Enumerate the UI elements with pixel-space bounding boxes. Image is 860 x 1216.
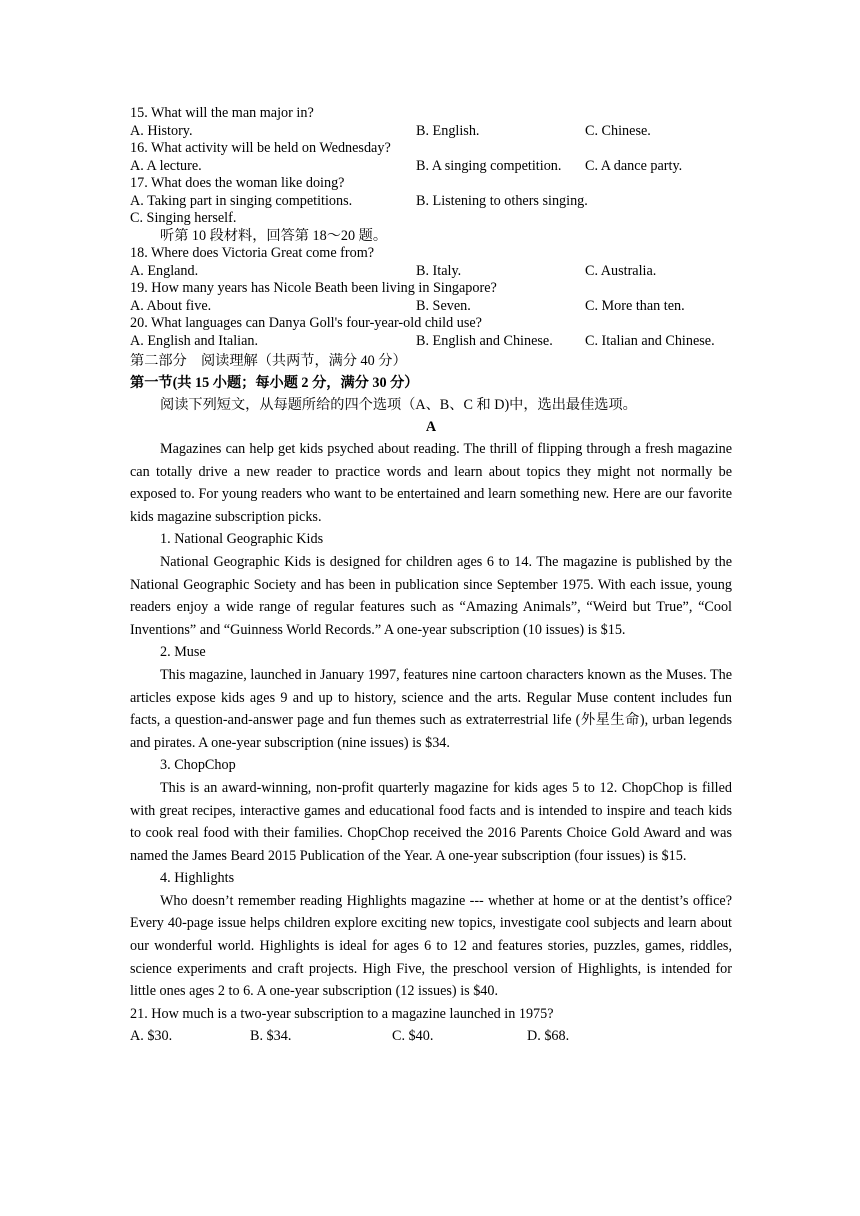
magazine-heading: 1. National Geographic Kids: [160, 531, 324, 548]
question-17: [130, 175, 732, 228]
listening-instruction: 听第 10 段材料，回答第 18～20 题。: [160, 227, 388, 244]
option-b: B. A singing competition.: [416, 157, 562, 174]
passage-label: A: [425, 419, 437, 435]
option-c: C. Italian and Chinese.: [585, 332, 715, 349]
option-a: A. English and Italian.: [130, 332, 259, 349]
option-a: A. Taking part in singing competitions.: [130, 192, 353, 209]
magazine-item: [130, 528, 732, 641]
option-b: B. English and Chinese.: [416, 332, 553, 349]
option-b: B. Listening to others singing.: [416, 192, 588, 209]
question-16: [130, 140, 732, 175]
magazine-heading: 3. ChopChop: [160, 757, 236, 774]
question-15: [130, 105, 732, 140]
options-row: [130, 263, 732, 281]
question-text: 20. What languages can Danya Goll's four-year-old child use?: [130, 315, 482, 331]
option-c: C. $40.: [392, 1027, 434, 1044]
question-21: [130, 1003, 732, 1047]
magazine-item: [130, 867, 732, 1003]
options-row: [130, 158, 732, 176]
option-a: A. History.: [130, 122, 193, 139]
question-19: [130, 280, 732, 315]
magazine-heading: 4. Highlights: [160, 870, 235, 887]
option-c: C. More than ten.: [585, 297, 685, 314]
option-a: A. $30.: [130, 1027, 173, 1044]
magazine-item: [130, 641, 732, 754]
exam-page: [130, 105, 732, 1047]
section-title: 第一节(共 15 小题；每小题 2 分，满分 30 分）: [130, 375, 419, 391]
passage-intro: Magazines can help get kids psyched about reading. The thrill of flipping through a fresh magazine can totally drive a new reader to practice words and learn about topics they might not normally be exposed to. For young readers who want to be entertained and learn something new. Here are our favorite kids magazine subscription picks.: [130, 441, 732, 525]
option-c: C. Singing herself.: [130, 210, 237, 226]
option-a: A. About five.: [130, 297, 212, 314]
magazine-text: National Geographic Kids is designed for children ages 6 to 14. The magazine is published by the National Geographic Society and has been in publication since September 1975. With each issue, young readers enjoy a wide range of regular features such as “Amazing Animals”, “Weird but True”, “Cool Inventions” and “Guinness World Records.” A one-year subscription (10 issues) is $15.: [130, 553, 732, 638]
magazine-text: This magazine, launched in January 1997, features nine cartoon characters known as the Muses. The articles expose kids ages 9 and up to history, science and the arts. Regular Muse content includes fun facts, a question-and-answer page and fun themes such as extraterrestrial life (外星生命), urban legends and pirates. A one-year subscription (nine issues) is $34.: [130, 666, 732, 751]
section-instruction: 阅读下列短文，从每题所给的四个选项（A、B、C 和 D)中，选出最佳选项。: [160, 397, 637, 413]
options-row: [130, 123, 732, 141]
question-text: 15. What will the man major in?: [130, 105, 314, 121]
option-c: C. A dance party.: [585, 157, 683, 174]
part-title: 第二部分 阅读理解（共两节，满分 40 分）: [130, 353, 407, 369]
option-b: B. English.: [416, 122, 480, 139]
question-text: 18. Where does Victoria Great come from?: [130, 245, 375, 261]
question-text: 17. What does the woman like doing?: [130, 175, 345, 191]
option-a: A. England.: [130, 262, 199, 279]
magazine-heading: 2. Muse: [160, 644, 206, 661]
options-row: [130, 333, 732, 351]
question-20: [130, 315, 732, 350]
question-text: 21. How much is a two-year subscription to a magazine launched in 1975?: [130, 1005, 554, 1022]
options-row: [130, 193, 732, 211]
option-c: C. Chinese.: [585, 122, 651, 139]
option-b: B. Italy.: [416, 262, 462, 279]
options-row: [130, 1025, 732, 1047]
option-b: B. $34.: [250, 1027, 292, 1044]
magazine-text: Who doesn’t remember reading Highlights magazine --- whether at home or at the dentist’s office? Every 40-page issue helps children explore exciting new topics, investigate cool subjects and learn about our wonderful world. Highlights is ideal for ages 6 to 12 and features stories, puzzles, games, riddles, science experiments and craft projects. High Five, the preschool version of Highlights, is intended for little ones ages 2 to 6. A one-year subscription (12 issues) is $40.: [130, 892, 732, 1000]
magazine-item: [130, 754, 732, 867]
option-c: C. Australia.: [585, 262, 657, 279]
option-d: D. $68.: [527, 1027, 570, 1044]
options-row: [130, 298, 732, 316]
question-text: 16. What activity will be held on Wednesday?: [130, 140, 391, 156]
magazine-text: This is an award-winning, non-profit quarterly magazine for kids ages 5 to 12. ChopChop is filled with great recipes, interactive games and educational food facts and is intended to inspire and teach kids to cook real food with their families. ChopChop received the 2016 Parents Choice Gold Award and was named the James Beard 2015 Publication of the Year. A one-year subscription (four issues) is $15.: [130, 779, 732, 864]
question-text: 19. How many years has Nicole Beath been living in Singapore?: [130, 280, 497, 296]
option-b: B. Seven.: [416, 297, 471, 314]
option-a: A. A lecture.: [130, 157, 202, 174]
question-18: [130, 245, 732, 280]
